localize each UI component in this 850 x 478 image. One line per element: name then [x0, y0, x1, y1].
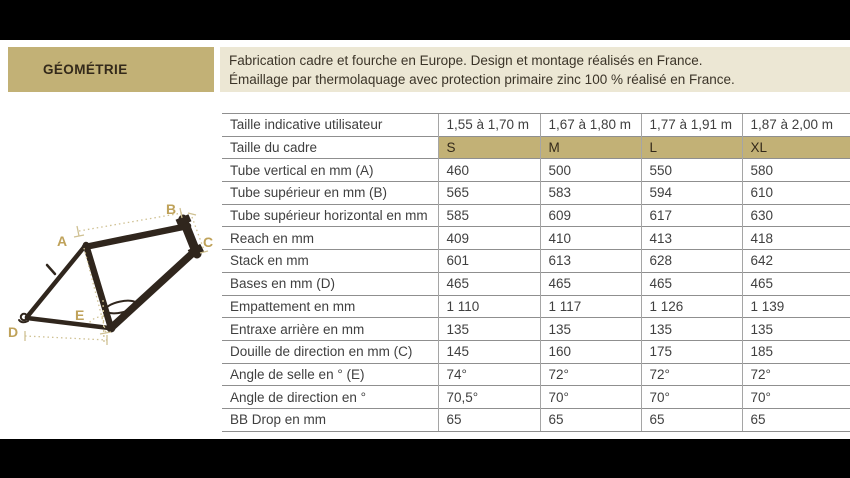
row-value: 465 [641, 272, 742, 295]
row-value: 500 [540, 159, 641, 182]
table-row [222, 227, 850, 250]
row-label: Stack en mm [222, 250, 438, 273]
section-title: GÉOMÉTRIE [43, 62, 128, 77]
row-value: 65 [641, 408, 742, 431]
row-value: 135 [742, 318, 850, 341]
row-value: 413 [641, 227, 742, 250]
table-row [222, 363, 850, 386]
label-b: B [166, 201, 177, 217]
row-value: L [641, 136, 742, 159]
table-row [222, 136, 850, 159]
table-row [222, 408, 850, 431]
row-value: 1 110 [438, 295, 540, 318]
row-value: 175 [641, 340, 742, 363]
top-letterbox-bar [0, 0, 850, 40]
table-row [222, 340, 850, 363]
row-label: Reach en mm [222, 227, 438, 250]
row-value: XL [742, 136, 850, 159]
fabrication-line-1: Fabrication cadre et fourche en Europe. Design et montage réalisés en France. [229, 53, 703, 68]
fabrication-note [220, 47, 850, 92]
row-label: Tube supérieur en mm (B) [222, 182, 438, 205]
row-value: 1 139 [742, 295, 850, 318]
row-value: 160 [540, 340, 641, 363]
row-value: 135 [540, 318, 641, 341]
row-value: S [438, 136, 540, 159]
row-label: Taille du cadre [222, 136, 438, 159]
row-value: 1,77 à 1,91 m [641, 114, 742, 137]
row-label: Tube vertical en mm (A) [222, 159, 438, 182]
row-value: 409 [438, 227, 540, 250]
row-value: 70° [742, 386, 850, 409]
table-row [222, 250, 850, 273]
row-value: 72° [540, 363, 641, 386]
row-value: 617 [641, 204, 742, 227]
table-row [222, 159, 850, 182]
row-label: Bases en mm (D) [222, 272, 438, 295]
row-value: 410 [540, 227, 641, 250]
row-value: 1,55 à 1,70 m [438, 114, 540, 137]
row-value: 550 [641, 159, 742, 182]
label-d: D [8, 324, 19, 340]
row-value: 594 [641, 182, 742, 205]
row-value: 628 [641, 250, 742, 273]
section-header [8, 47, 214, 92]
bottom-letterbox-bar [0, 439, 850, 478]
row-value: 70,5° [438, 386, 540, 409]
row-label: BB Drop en mm [222, 408, 438, 431]
label-e: E [75, 307, 85, 323]
row-value: 72° [641, 363, 742, 386]
table-row [222, 272, 850, 295]
table-row [222, 114, 850, 137]
row-value: 465 [438, 272, 540, 295]
bike-frame-diagram [0, 190, 220, 350]
row-value: 460 [438, 159, 540, 182]
row-value: 185 [742, 340, 850, 363]
row-value: 145 [438, 340, 540, 363]
fabrication-line-2: Émaillage par thermolaquage avec protection primaire zinc 100 % réalisé en France. [229, 72, 735, 87]
row-value: 565 [438, 182, 540, 205]
row-value: 609 [540, 204, 641, 227]
table-row [222, 386, 850, 409]
row-value: 465 [742, 272, 850, 295]
table-row [222, 204, 850, 227]
table-row [222, 318, 850, 341]
row-value: 1 117 [540, 295, 641, 318]
row-value: 418 [742, 227, 850, 250]
table-row [222, 295, 850, 318]
table-row [222, 182, 850, 205]
row-value: 1 126 [641, 295, 742, 318]
row-value: 585 [438, 204, 540, 227]
row-label: Angle de direction en ° [222, 386, 438, 409]
row-value: 135 [641, 318, 742, 341]
row-label: Empattement en mm [222, 295, 438, 318]
row-value: 613 [540, 250, 641, 273]
row-value: 630 [742, 204, 850, 227]
row-label: Tube supérieur horizontal en mm [222, 204, 438, 227]
row-value: 65 [540, 408, 641, 431]
label-c: C [203, 234, 214, 250]
row-label: Taille indicative utilisateur [222, 114, 438, 137]
row-value: M [540, 136, 641, 159]
row-value: 642 [742, 250, 850, 273]
row-value: 74° [438, 363, 540, 386]
row-value: 583 [540, 182, 641, 205]
row-value: 610 [742, 182, 850, 205]
frame-tubes [19, 217, 198, 333]
row-label: Douille de direction en mm (C) [222, 340, 438, 363]
row-value: 601 [438, 250, 540, 273]
row-value: 1,87 à 2,00 m [742, 114, 850, 137]
row-value: 70° [540, 386, 641, 409]
row-value: 1,67 à 1,80 m [540, 114, 641, 137]
label-a: A [57, 233, 68, 249]
row-value: 65 [742, 408, 850, 431]
geometry-table [222, 113, 850, 432]
row-label: Angle de selle en ° (E) [222, 363, 438, 386]
row-value: 65 [438, 408, 540, 431]
row-value: 135 [438, 318, 540, 341]
row-label: Entraxe arrière en mm [222, 318, 438, 341]
row-value: 580 [742, 159, 850, 182]
row-value: 70° [641, 386, 742, 409]
row-value: 465 [540, 272, 641, 295]
row-value: 72° [742, 363, 850, 386]
